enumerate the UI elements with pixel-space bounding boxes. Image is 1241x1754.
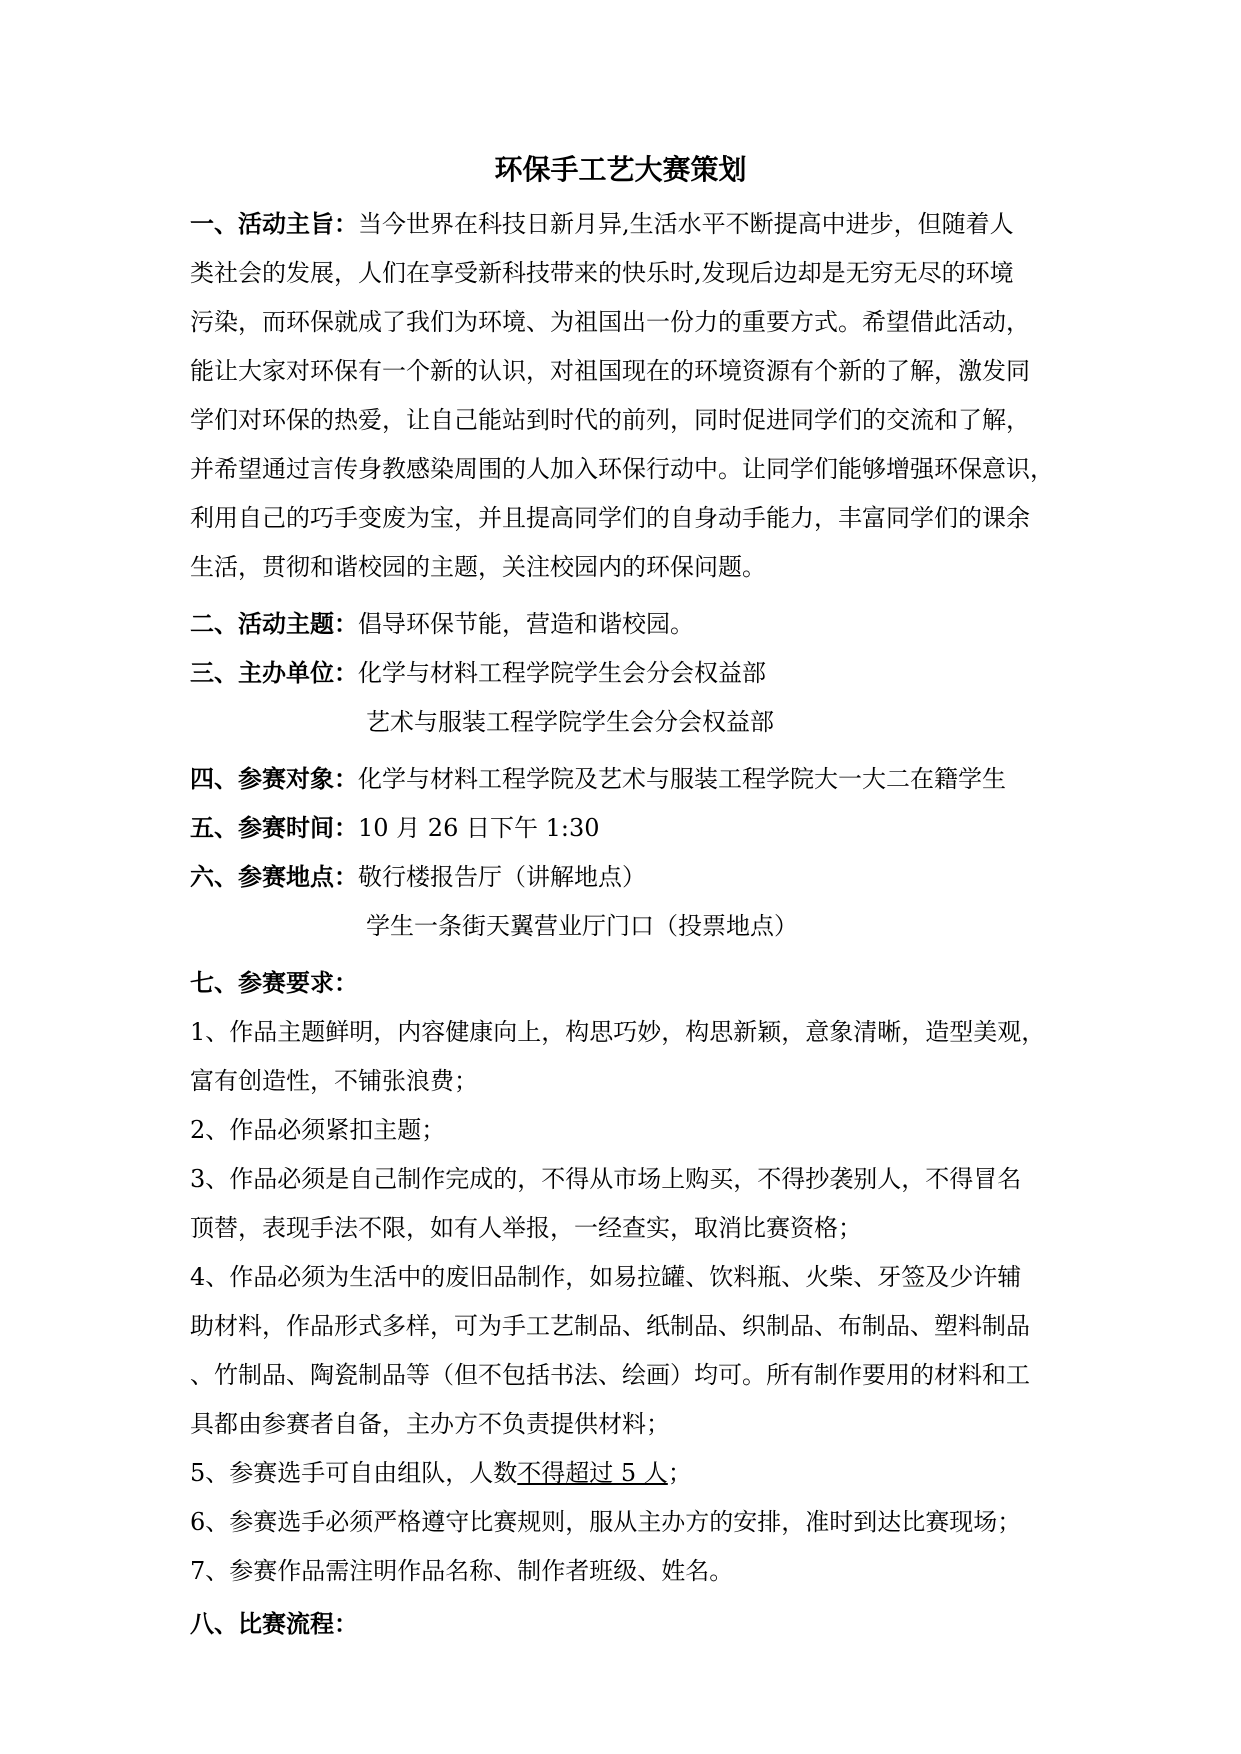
requirement-4-line-2: 助材料，作品形式多样，可为手工艺制品、纸制品、织制品、布制品、塑料制品 [190,1312,1030,1340]
section-3 [190,653,1070,693]
section-6-heading: 六、参赛地点： [190,862,358,891]
requirement-1-line-2: 富有创造性，不铺张浪费； [190,1067,478,1095]
requirement-2: 2、作品必须紧扣主题； [190,1116,446,1144]
requirement-4-line-1: 4、作品必须为生活中的废旧品制作，如易拉罐、饮料瓶、火柴、牙签及少许辅 [190,1263,1022,1291]
requirement-7: 7、参赛作品需注明作品名称、制作者班级、姓名。 [190,1557,734,1585]
section-1-line-8: 生活，贯彻和谐校园的主题，关注校园内的环保问题。 [190,553,766,581]
section-6 [190,857,1070,897]
requirement-3-line-1: 3、作品必须是自己制作完成的，不得从市场上购买，不得抄袭别人，不得冒名 [190,1165,1022,1193]
section-3-heading: 三、主办单位： [190,658,358,687]
section-3-line-1: 化学与材料工程学院学生会分会权益部 [358,659,766,687]
section-1-line-3: 污染，而环保就成了我们为环境、为祖国出一份力的重要方式。希望借此活动， [190,308,1030,336]
requirement-4-line-4: 具都由参赛者自备，主办方不负责提供材料； [190,1410,670,1438]
section-1-line-5: 学们对环保的热爱，让自己能站到时代的前列，同时促进同学们的交流和了解， [190,406,1030,434]
requirement-5 [190,1453,1070,1493]
section-2-heading: 二、活动主题： [190,609,358,638]
requirement-5-suffix: ； [667,1459,692,1487]
requirement-6: 6、参赛选手必须严格遵守比赛规则，服从主办方的安排，准时到达比赛现场； [190,1508,1022,1536]
section-1-line-6: 并希望通过言传身教感染周围的人加入环保行动中。让同学们能够增强环保意识， [190,455,1054,483]
section-1-line-7: 利用自己的巧手变废为宝，并且提高同学们的自身动手能力，丰富同学们的课余 [190,504,1030,532]
section-6-line-1: 敬行楼报告厅（讲解地点） [358,863,646,891]
section-1-line-1 [190,204,1070,244]
section-5-heading: 五、参赛时间： [190,813,358,842]
section-1-text: 当今世界在科技日新月异,生活水平不断提高中进步，但随着人 [358,210,1014,238]
section-5 [190,808,1070,848]
requirement-1-line-1: 1、作品主题鲜明，内容健康向上，构思巧妙，构思新颖，意象清晰，造型美观， [190,1018,1046,1046]
section-7-heading: 七、参赛要求： [190,968,358,997]
section-8-heading: 八、比赛流程： [190,1609,358,1638]
section-5-text: 10 月 26 日下午 1:30 [358,814,600,842]
section-2-text: 倡导环保节能，营造和谐校园。 [358,610,694,638]
section-1-line-4: 能让大家对环保有一个新的认识，对祖国现在的环境资源有个新的了解，激发同 [190,357,1030,385]
requirement-4-line-3: 、竹制品、陶瓷制品等（但不包括书法、绘画）均可。所有制作要用的材料和工 [190,1361,1030,1389]
section-6-line-2: 学生一条街天翼营业厅门口（投票地点） [366,912,798,940]
section-1-line-2: 类社会的发展，人们在享受新科技带来的快乐时,发现后边却是无穷无尽的环境 [190,259,1014,287]
section-4-text: 化学与材料工程学院及艺术与服装工程学院大一大二在籍学生 [358,765,1006,793]
document-title: 环保手工艺大赛策划 [494,153,747,186]
section-4-heading: 四、参赛对象： [190,764,358,793]
section-3-line-2: 艺术与服装工程学院学生会分会权益部 [366,708,774,736]
requirement-5-prefix: 5、参赛选手可自由组队，人数 [190,1459,518,1487]
requirement-5-underlined: 不得超过 5 人 [517,1459,668,1487]
section-2 [190,604,1070,644]
section-4 [190,759,1070,799]
requirement-3-line-2: 顶替，表现手法不限，如有人举报，一经查实，取消比赛资格； [190,1214,862,1242]
section-1-heading: 一、活动主旨： [190,209,358,238]
